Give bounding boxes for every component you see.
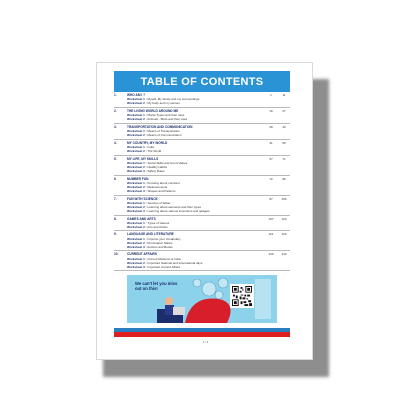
worksheet-item xyxy=(127,149,264,153)
worksheet-item xyxy=(127,209,264,213)
worksheet-label: Worksheet 3 : xyxy=(127,168,147,173)
toc-row[interactable] xyxy=(114,108,290,124)
worksheet-text: Safety Rules xyxy=(147,168,165,173)
toc-row-number: 6. xyxy=(114,176,117,181)
worksheet-text: Important National and International days xyxy=(147,260,203,265)
worksheet-label: Worksheet 2 : xyxy=(127,164,147,169)
toc-row-start-page: 130 xyxy=(268,252,274,257)
worksheet-label: Worksheet 1 : xyxy=(127,236,147,241)
toc-list xyxy=(114,92,290,271)
toc-row[interactable] xyxy=(114,140,290,156)
worksheet-label: Worksheet 1 : xyxy=(127,160,147,165)
worksheet-text: Means of Communication xyxy=(147,133,182,138)
toc-row-title: THE LIVING WORLD AROUND ME xyxy=(127,108,179,113)
worksheet-text: Authors and Books xyxy=(147,244,173,249)
toc-row-title: FUN WITH SCIENCE xyxy=(127,196,158,201)
worksheet-label: Worksheet 2 : xyxy=(127,204,147,209)
toc-row-body xyxy=(127,141,264,153)
worksheet-label: Worksheet 2 : xyxy=(127,133,147,138)
worksheet-text: Social Skills and Good Values xyxy=(147,160,188,165)
worksheet-item xyxy=(127,245,264,249)
worksheet-label: Worksheet 3 : xyxy=(127,244,147,249)
worksheet-label: Worksheet 2 : xyxy=(127,101,147,106)
toc-row-end-page: 140 xyxy=(281,252,287,257)
worksheet-item xyxy=(127,169,264,173)
toc-row-number: 4. xyxy=(114,140,117,145)
worksheet-label: Worksheet 1 : xyxy=(127,180,147,185)
toc-row-title: MY COUNTRY, MY WORLD xyxy=(127,140,168,145)
toc-row-body xyxy=(127,93,264,105)
worksheet-text: Animals - Birds and their uses xyxy=(147,117,188,122)
worksheet-item xyxy=(127,117,264,121)
toc-row-title: GAMES AND ARTS xyxy=(127,216,156,221)
worksheet-label: Worksheet 1 : xyxy=(127,97,147,102)
toc-row-start-page: 107 xyxy=(268,216,274,221)
worksheet-text: Arts and Artists xyxy=(147,224,168,229)
toc-row-end-page: 106 xyxy=(281,196,287,201)
worksheet-text: Means of Transportation xyxy=(147,128,180,133)
worksheet-text: Myself, My family and my surroundings xyxy=(147,97,200,102)
worksheet-label: Worksheet 2 : xyxy=(127,240,147,245)
toc-title: TABLE OF CONTENTS xyxy=(140,75,264,88)
worksheet-label: Worksheet 1 : xyxy=(127,144,147,149)
qr-code xyxy=(230,284,254,308)
toc-row[interactable] xyxy=(114,216,290,232)
banner-text: We can't let you miss out on this! xyxy=(135,281,178,291)
worksheet-text: Sources of Water xyxy=(147,200,171,205)
worksheet-item xyxy=(127,225,264,229)
toc-row[interactable] xyxy=(114,251,290,271)
toc-row-body xyxy=(127,217,264,229)
toc-row-body xyxy=(127,252,264,268)
worksheet-item xyxy=(127,133,264,137)
worksheet-text: Current Missions of India xyxy=(147,256,181,261)
worksheet-label: Worksheet 1 : xyxy=(127,128,147,133)
worksheet-label: Worksheet 2 : xyxy=(127,260,147,265)
toc-row-number: 3. xyxy=(114,124,117,129)
worksheet-text: Punctuation Marks xyxy=(147,240,173,245)
worksheet-text: Improve your Vocabulary xyxy=(147,236,181,241)
toc-row-number: 8. xyxy=(114,216,117,221)
worksheet-text: Measurements xyxy=(147,184,168,189)
toc-row-start-page: 72 xyxy=(269,176,273,181)
worksheet-item xyxy=(127,101,264,105)
toc-row-start-page: 87 xyxy=(269,196,273,201)
toc-row-end-page: 56 xyxy=(282,140,286,145)
page-number: 1 / 1 xyxy=(202,340,209,344)
toc-row-end-page: 86 xyxy=(282,176,286,181)
worksheet-text: Healthy Habits xyxy=(147,164,167,169)
toc-row-title: MY LIFE, MY SKILLS xyxy=(127,156,159,161)
toc-row-start-page: 1 xyxy=(270,93,272,97)
worksheet-text: The World xyxy=(147,148,162,153)
toc-row[interactable] xyxy=(114,176,290,196)
worksheet-label: Worksheet 1 : xyxy=(127,220,147,225)
toc-row[interactable] xyxy=(114,124,290,140)
toc-row-number: 5. xyxy=(114,156,117,161)
toc-row-body xyxy=(127,197,264,213)
worksheet-label: Worksheet 2 : xyxy=(127,117,147,122)
worksheet-text: Learning about various inventions and gadgets xyxy=(147,208,210,213)
toc-row-body xyxy=(127,109,264,121)
toc-row-title: TRANSPORTATION AND COMMUNICATION xyxy=(127,124,193,129)
worksheet-label: Worksheet 3 : xyxy=(127,188,147,193)
toc-row-body xyxy=(127,125,264,137)
toc-row-start-page: 57 xyxy=(269,156,273,161)
toc-row-title: CURRENT AFFAIRS xyxy=(127,252,157,257)
toc-row-title: WHO AM I ? xyxy=(127,93,146,97)
toc-header xyxy=(114,71,290,92)
toc-row-end-page: 40 xyxy=(282,124,286,129)
toc-row-end-page: 11 xyxy=(282,93,286,97)
toc-row-number: 7. xyxy=(114,196,117,201)
toc-row-title: NUMBER FUN xyxy=(127,176,149,181)
toc-row-start-page: 41 xyxy=(269,140,273,145)
worksheet-label: Worksheet 2 : xyxy=(127,224,147,229)
worksheet-text: Important Current Affairs xyxy=(147,264,181,269)
worksheet-label: Worksheet 3 : xyxy=(127,208,147,213)
worksheet-text: Knowing about numbers xyxy=(147,180,180,185)
toc-row[interactable] xyxy=(114,196,290,216)
toc-row[interactable] xyxy=(114,231,290,251)
toc-row-end-page: 120 xyxy=(281,216,287,221)
worksheet-label: Worksheet 2 : xyxy=(127,184,147,189)
toc-row[interactable] xyxy=(114,92,290,108)
toc-row-end-page: 129 xyxy=(281,232,287,237)
worksheet-text: Shapes and Patterns xyxy=(147,188,176,193)
footer-red-bar xyxy=(114,332,290,337)
toc-row-start-page: 121 xyxy=(268,232,274,237)
toc-row[interactable] xyxy=(114,156,290,176)
worksheet-item xyxy=(127,265,264,269)
toc-row-number: 2. xyxy=(114,108,117,113)
worksheet-text: My body and my senses xyxy=(147,101,180,106)
worksheet-text: Plants Types and their uses xyxy=(147,113,185,118)
toc-row-number: 1. xyxy=(114,93,117,97)
toc-row-body xyxy=(127,232,264,248)
worksheet-label: Worksheet 1 : xyxy=(127,113,147,118)
worksheet-label: Worksheet 1 : xyxy=(127,200,147,205)
toc-row-end-page: 27 xyxy=(282,108,286,113)
promo-banner[interactable] xyxy=(127,275,277,323)
worksheet-label: Worksheet 3 : xyxy=(127,264,147,269)
toc-row-number: 9. xyxy=(114,232,117,237)
worksheet-item xyxy=(127,189,264,193)
toc-row-title: LANGUAGE AND LITERATURE xyxy=(127,232,174,237)
worksheet-label: Worksheet 1 : xyxy=(127,256,147,261)
document-page xyxy=(96,62,313,360)
toc-row-end-page: 71 xyxy=(282,156,286,161)
toc-row-start-page: 16 xyxy=(269,108,273,113)
worksheet-text: Learning about elements and their types xyxy=(147,204,202,209)
toc-row-body xyxy=(127,177,264,193)
toc-row-number: 10. xyxy=(114,252,119,257)
worksheet-label: Worksheet 2 : xyxy=(127,148,147,153)
worksheet-text: Types of Games xyxy=(147,220,170,225)
toc-row-body xyxy=(127,157,264,173)
worksheet-text: India xyxy=(147,144,154,149)
toc-row-start-page: 28 xyxy=(269,124,273,129)
